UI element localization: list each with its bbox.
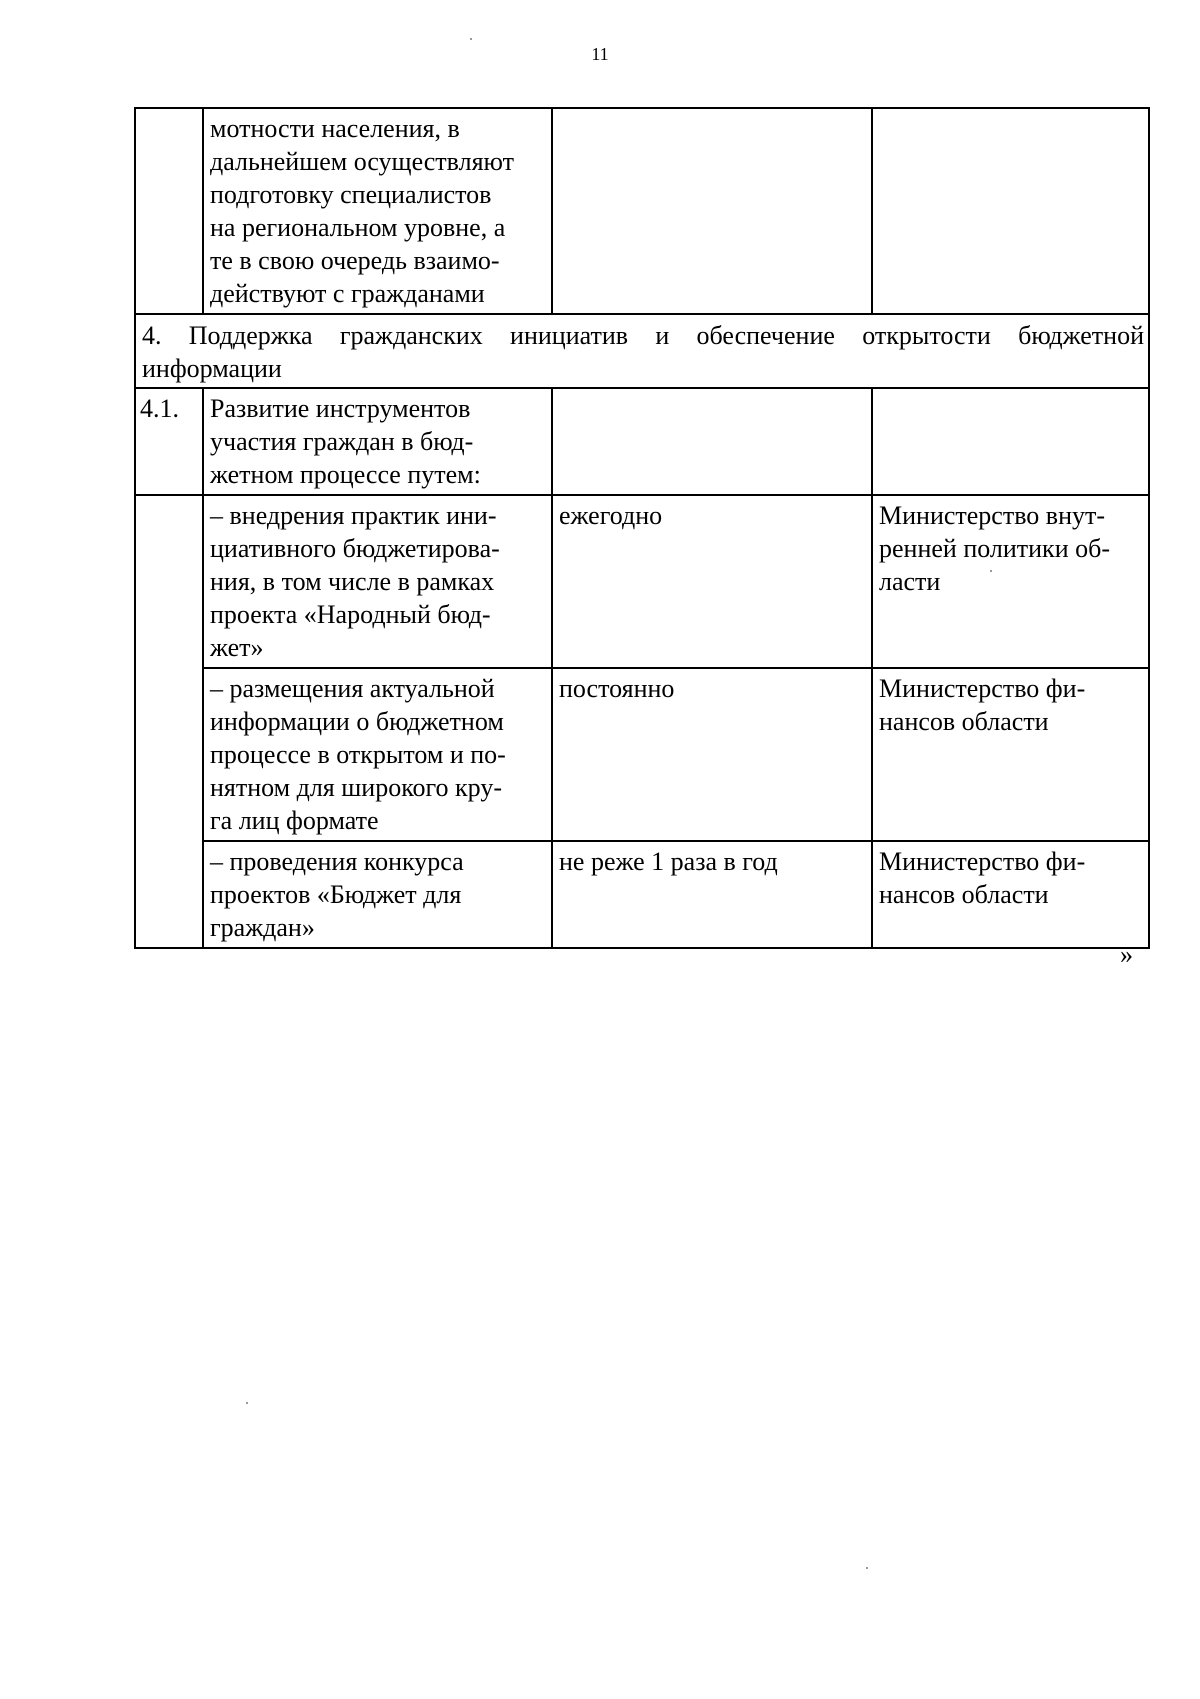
text-line: циативного бюджетирова- xyxy=(210,534,500,563)
table-row-item xyxy=(135,388,1149,495)
row-number-cell xyxy=(135,108,203,314)
text-line: – внедрения практик ини- xyxy=(210,501,497,530)
section-header-row xyxy=(135,314,1149,388)
scan-speck xyxy=(866,1567,868,1569)
scan-speck xyxy=(990,570,992,572)
term-cell: ежегодно xyxy=(552,495,872,668)
text-line: жетном процессе путем: xyxy=(210,460,481,489)
text-line: Развитие инструментов xyxy=(210,394,471,423)
text-line: участия граждан в бюд- xyxy=(210,427,474,456)
measure-text-cell xyxy=(203,495,552,668)
responsible-cell xyxy=(872,108,1149,314)
text-line: нятном для широкого кру- xyxy=(210,773,502,802)
row-number-cell-empty xyxy=(135,495,203,948)
table-row-subitem xyxy=(135,841,1149,948)
text-line: – проведения конкурса xyxy=(210,847,464,876)
text-line: га лиц формате xyxy=(210,806,379,835)
scan-speck xyxy=(470,38,472,40)
responsible-cell xyxy=(872,841,1149,948)
text-line: мотности населения, в xyxy=(210,114,460,143)
section-header: 4. Поддержка гражданских инициатив и обеспечение открытости бюджетной информации xyxy=(135,314,1149,388)
table-row-subitem xyxy=(135,668,1149,841)
text-line: действуют с гражданами xyxy=(210,279,485,308)
text-line: – размещения актуальной xyxy=(210,674,495,703)
text-line: на региональном уровне, а xyxy=(210,213,506,242)
text-line: процессе в открытом и по- xyxy=(210,740,506,769)
measure-text-cell xyxy=(203,108,552,314)
text-line: нансов области xyxy=(879,707,1049,736)
text-line: информации о бюджетном xyxy=(210,707,504,736)
measure-text-cell xyxy=(203,668,552,841)
term-cell xyxy=(552,388,872,495)
measures-table xyxy=(134,107,1150,949)
text-line: Министерство фи- xyxy=(879,847,1086,876)
table-row-continued xyxy=(135,108,1149,314)
text-line: Министерство фи- xyxy=(879,674,1086,703)
text-line: ласти xyxy=(879,567,941,596)
scan-speck xyxy=(246,1402,248,1404)
text-line: дальнейшем осуществляют xyxy=(210,147,514,176)
responsible-cell xyxy=(872,388,1149,495)
responsible-cell xyxy=(872,495,1149,668)
closing-quote: » xyxy=(1120,940,1133,969)
table-row-subitem xyxy=(135,495,1149,668)
responsible-cell xyxy=(872,668,1149,841)
row-number-cell: 4.1. xyxy=(135,388,203,495)
text-line: проектов «Бюджет для xyxy=(210,880,462,909)
measure-text-cell xyxy=(203,388,552,495)
text-line: ния, в том числе в рамках xyxy=(210,567,495,596)
term-cell: постоянно xyxy=(552,668,872,841)
measure-text-cell xyxy=(203,841,552,948)
text-line: Министерство внут- xyxy=(879,501,1106,530)
text-line: проекта «Народный бюд- xyxy=(210,600,491,629)
term-cell xyxy=(552,108,872,314)
text-line: нансов области xyxy=(879,880,1049,909)
text-line: ренней политики об- xyxy=(879,534,1110,563)
text-line: подготовку специалистов xyxy=(210,180,492,209)
term-cell: не реже 1 раза в год xyxy=(552,841,872,948)
text-line: жет» xyxy=(210,633,264,662)
text-line: граждан» xyxy=(210,913,315,942)
page-number: 11 xyxy=(591,44,609,64)
text-line: те в свою очередь взаимо- xyxy=(210,246,500,275)
